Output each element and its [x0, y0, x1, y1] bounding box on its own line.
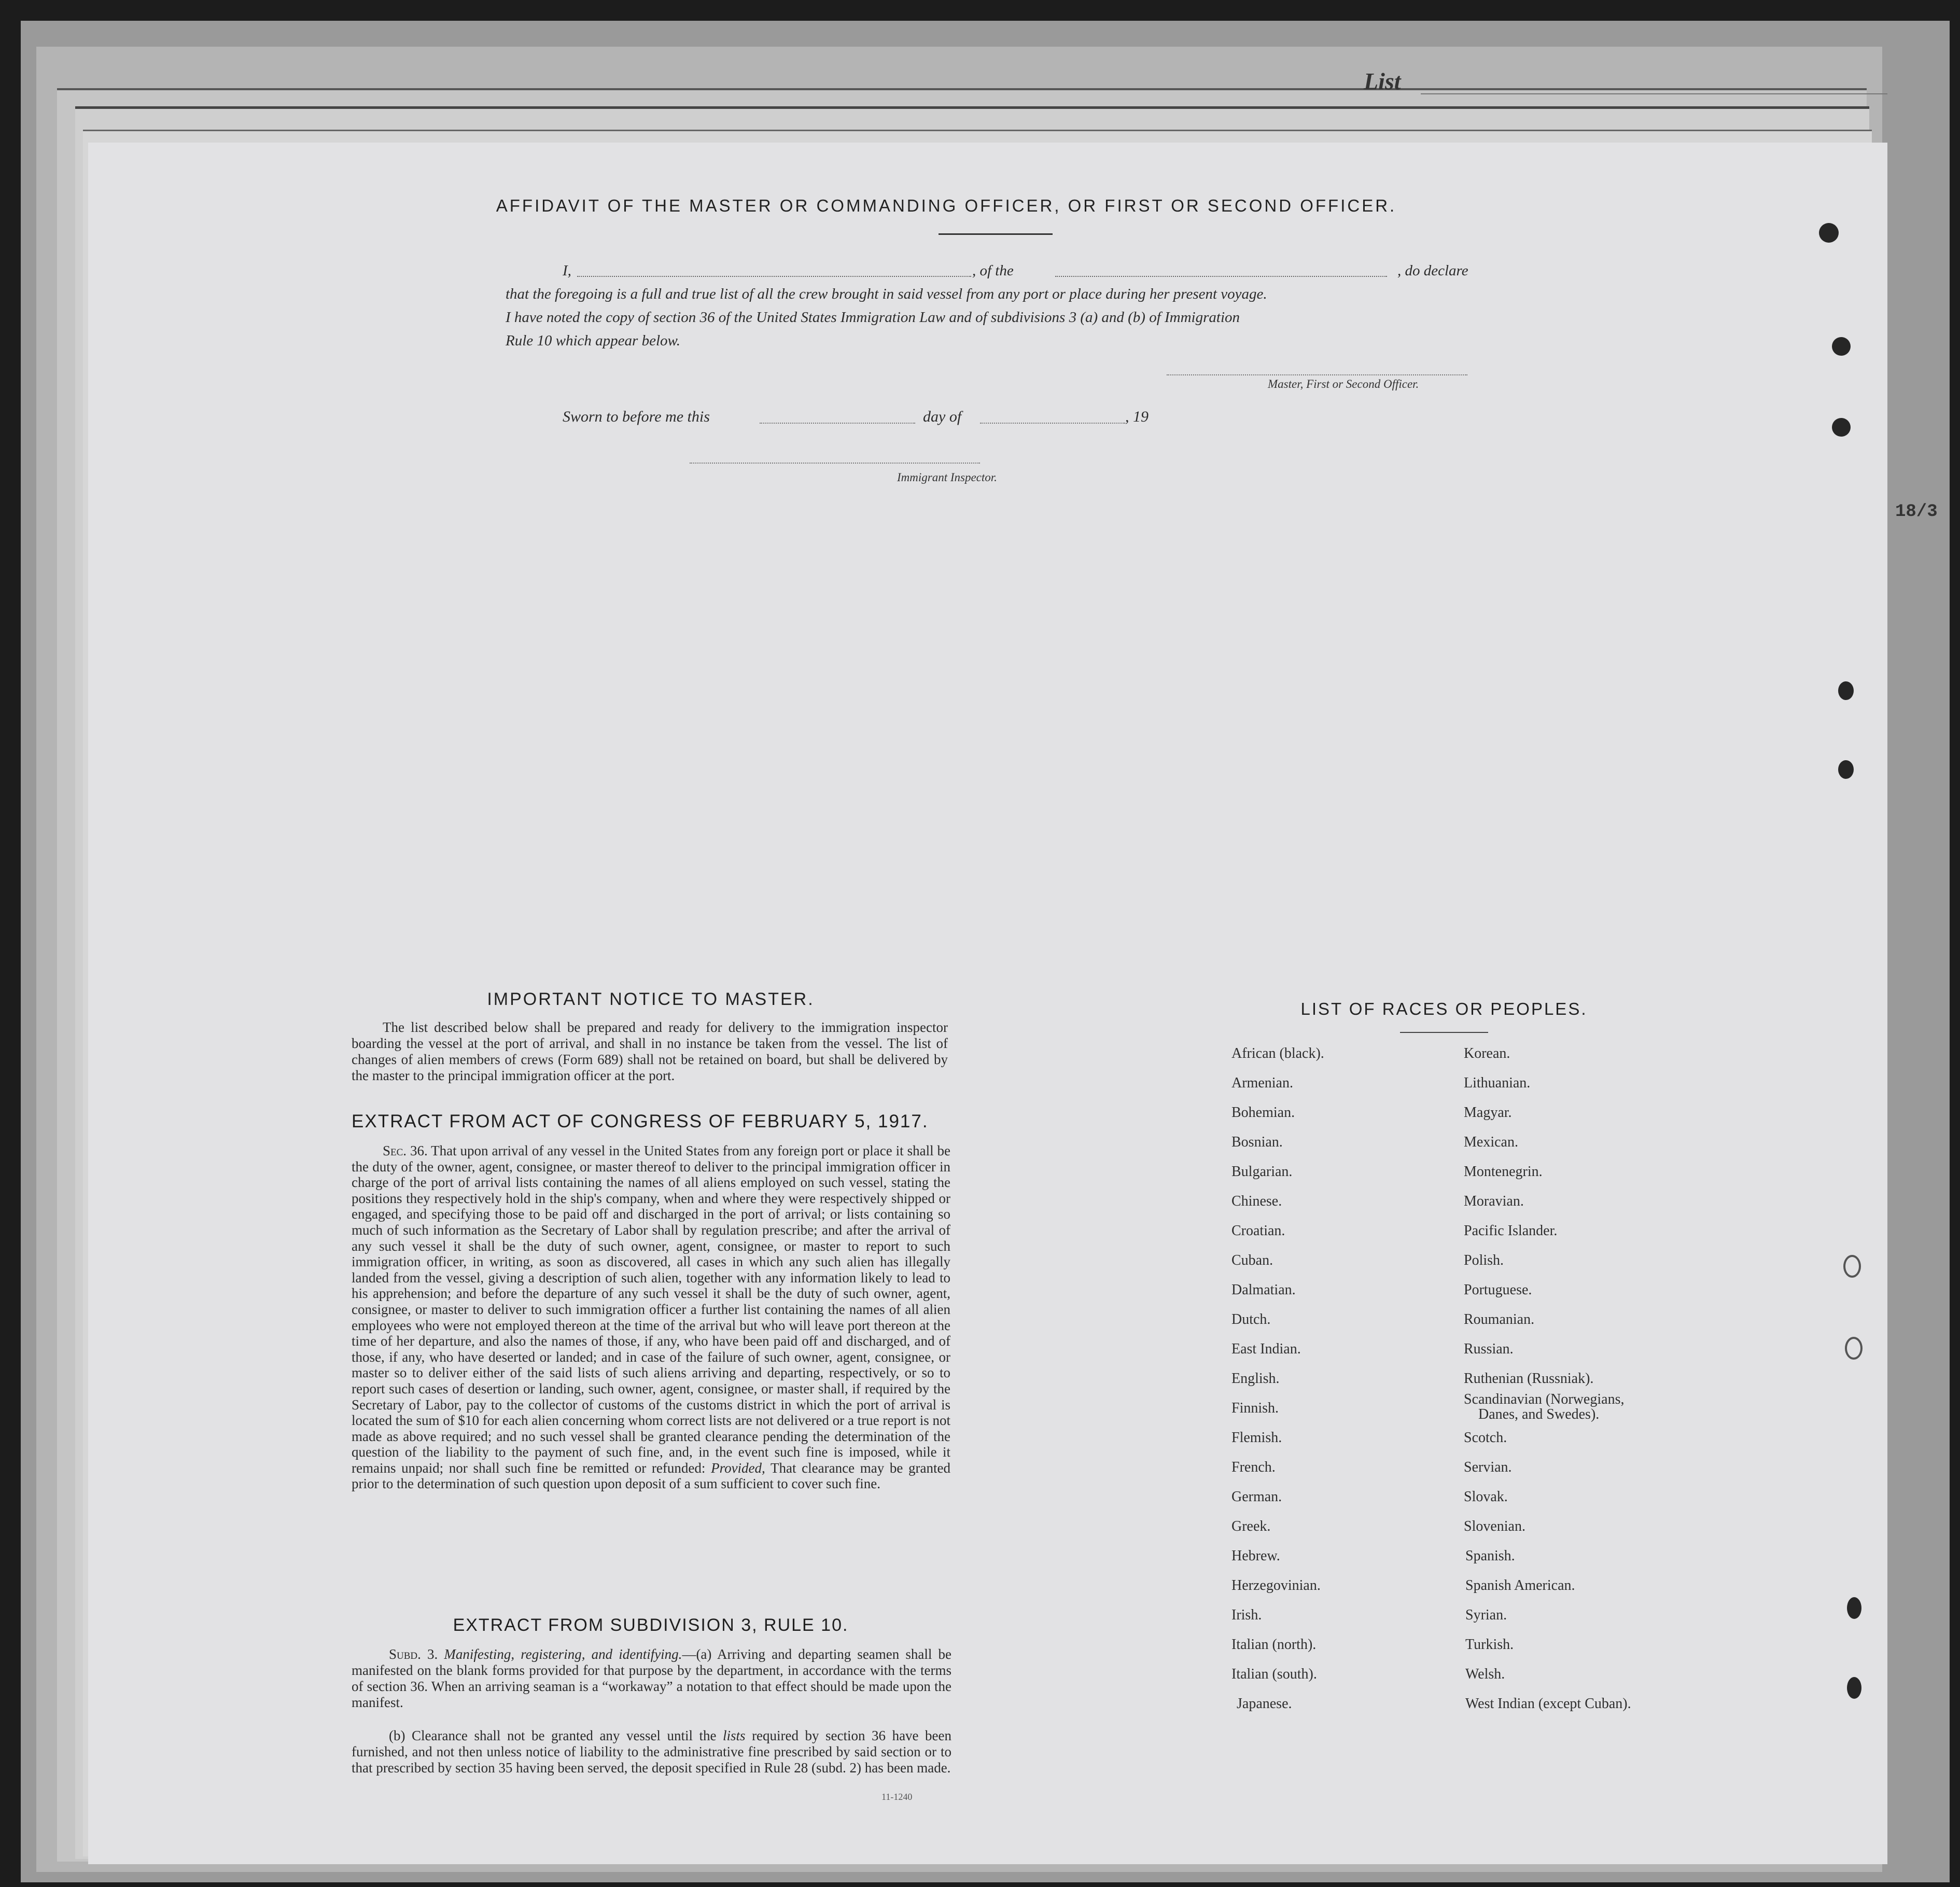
inspector-label: Immigrant Inspector. — [897, 471, 997, 484]
race-item: Korean. — [1464, 1045, 1510, 1061]
race-item: Mexican. — [1464, 1134, 1518, 1150]
race-item: Scandinavian (Norwegians, Danes, and Swedes). — [1464, 1391, 1625, 1422]
act-heading: EXTRACT FROM ACT OF CONGRESS OF FEBRUARY 5, 1917. — [352, 1111, 929, 1131]
punch-hole — [1843, 1255, 1861, 1278]
affidavit-title: AFFIDAVIT OF THE MASTER OR COMMANDING OFFICER, OR FIRST OR SECOND OFFICER. — [496, 196, 1397, 215]
affidavit-text — [506, 259, 1501, 353]
race-item: Herzegovinian. — [1231, 1577, 1321, 1594]
affidavit-i: I, — [563, 262, 571, 279]
race-item: Hebrew. — [1231, 1548, 1280, 1564]
race-item: Turkish. — [1465, 1637, 1514, 1653]
race-item: Dalmatian. — [1231, 1282, 1296, 1298]
race-item: Slovak. — [1464, 1489, 1508, 1505]
punch-hole — [1838, 681, 1854, 700]
race-item: Montenegrin. — [1464, 1164, 1543, 1180]
subd-label: Subd. 3. — [389, 1646, 438, 1662]
race-item: African (black). — [1231, 1045, 1324, 1061]
subd-para-b-start: (b) Clearance shall not be granted any vessel until the — [389, 1728, 717, 1743]
sworn-day-field[interactable] — [760, 423, 915, 424]
subd-para-b-end: required by section 36 have been furnished, and not then unless notice of liability to the administrative fine prescribed by said section or to that prescribed by section 35 having been served, the deposit specified in Rule 28 (subd. 2) has been made. — [352, 1728, 952, 1776]
race-item: Irish. — [1231, 1607, 1262, 1623]
master-signature-field[interactable] — [1167, 374, 1467, 375]
subdivision-para-b — [352, 1728, 951, 1776]
race-item: Dutch. — [1231, 1311, 1271, 1327]
race-item: Welsh. — [1465, 1666, 1505, 1682]
day-of-label: day of — [923, 408, 962, 425]
list-label: List — [1364, 68, 1401, 94]
punch-hole — [1819, 223, 1839, 243]
notice-text: The list described below shall be prepared and ready for delivery to the immigration inspector boarding the vessel at the port of arrival, and shall in no instance be taken from the vessel. The list of changes of alien members of crews (Form 689) shall not be retained on board, but shall be delivered by the master to the principal immigration officer at the port. — [352, 1019, 948, 1083]
subd-para-b-lists: lists — [723, 1728, 746, 1743]
subdivision-para-a — [352, 1646, 951, 1711]
year-prefix: , 19 — [1125, 408, 1149, 425]
race-item: Greek. — [1231, 1518, 1271, 1534]
race-item: Flemish. — [1231, 1430, 1282, 1446]
punch-hole — [1847, 1597, 1861, 1619]
name-field[interactable] — [577, 276, 971, 277]
subd-para-a-text: —(a) Arriving and departing seamen shall be manifested on the blank forms provided for that purpose by the department, in accordance with the terms of section 36. When an arriving seaman is a “workaway” a notation to that effect should be made upon the manifest. — [352, 1646, 951, 1710]
affidavit-line-2: that the foregoing is a full and true list of all the crew brought in said vessel from any port or place during her present voyage. — [506, 286, 1267, 302]
notice-heading: IMPORTANT NOTICE TO MASTER. — [487, 989, 815, 1009]
races-rule — [1400, 1032, 1488, 1033]
race-item: French. — [1231, 1459, 1276, 1475]
race-item: Scotch. — [1464, 1430, 1507, 1446]
race-item: Cuban. — [1231, 1252, 1273, 1268]
punch-hole — [1845, 1337, 1863, 1360]
race-item: Chinese. — [1231, 1193, 1282, 1209]
race-item: Bosnian. — [1231, 1134, 1283, 1150]
subdivision-heading: EXTRACT FROM SUBDIVISION 3, RULE 10. — [453, 1615, 849, 1635]
affidavit-do-declare: , do declare — [1397, 262, 1468, 279]
section-label: Sec. 36. — [383, 1143, 428, 1158]
act-body: That upon arrival of any vessel in the United States from any foreign port or place it shall be the duty of the owner, agent, consignee, or master thereof to deliver to the principal immigration officer in charge of the port of arrival lists containing the names of all aliens employed on such vessel, stating the positions they respectively hold in the ship's company, when and where they were respectively shipped or engaged, and specifying those to be paid off and discharged in the port of arrival; or lists containing so much of such information as the Secretary of Labor shall by regulation prescribe; and after the arrival of any such vessel it shall be the duty of such owner, agent, consignee, or master to report to such immigration officer, in writing, as soon as discovered, all cases in which any such alien has illegally landed from the vessel, giving a description of such alien, together with any information likely to lead to his apprehension; and before the departure of any such vessel it shall be the duty of such owner, agent, consignee, or master to deliver to such immigration officer a further list containing the names of all alien employees who were not employed thereon at the time of the arrival but who will leave port thereon at the time of her departure, and also the names of those, if any, who have been paid off and discharged, and of those, if any, who have deserted or landed; and in case of the failure of such owner, agent, consignee, or master so to deliver either of the said lists of such aliens arriving and departing, respectively, or so to report such cases of desertion or landing, such owner, agent, consignee, or master shall, if required by the Secretary of Labor, pay to the collector of customs of the customs district in which the port of arrival is located the sum of $10 for each alien concerning whom correct lists are not delivered or a true report is not made as above required; and no such vessel shall be granted clearance pending the determination of the question of the liability to the payment of such fine, and, in the event such fine is imposed, while it remains unpaid; nor shall such fine be remitted or refunded: — [352, 1143, 950, 1476]
punch-hole — [1847, 1677, 1861, 1699]
race-item: Servian. — [1464, 1459, 1512, 1475]
form-code: 11-1240 — [881, 1792, 913, 1802]
race-item: Croatian. — [1231, 1223, 1285, 1239]
race-item: Italian (north). — [1231, 1637, 1317, 1653]
race-item: Spanish American. — [1465, 1577, 1575, 1594]
sworn-text: Sworn to before me this — [563, 408, 710, 425]
race-item: East Indian. — [1231, 1341, 1301, 1357]
act-text — [352, 1143, 950, 1492]
race-item: Magyar. — [1464, 1105, 1512, 1121]
race-item: Ruthenian (Russniak). — [1464, 1371, 1594, 1387]
race-item: West Indian (except Cuban). — [1465, 1696, 1631, 1712]
affidavit-line-4: Rule 10 which appear below. — [506, 332, 680, 349]
act-body-end: That clearance may be granted prior to the determination of such question upon deposit of a sum sufficient to cover such fine. — [352, 1460, 951, 1492]
race-item: Polish. — [1464, 1252, 1504, 1268]
race-item: Portuguese. — [1464, 1282, 1532, 1298]
vessel-field[interactable] — [1055, 276, 1387, 277]
race-item: English. — [1231, 1371, 1280, 1387]
subd-title: Manifesting, registering, and identifying. — [444, 1646, 682, 1662]
race-item: Italian (south). — [1231, 1666, 1317, 1682]
affidavit-line-3: I have noted the copy of section 36 of the United States Immigration Law and of subdivisions 3 (a) and (b) of Immigration — [506, 309, 1240, 326]
race-item: Roumanian. — [1464, 1311, 1535, 1327]
race-item: Armenian. — [1231, 1075, 1293, 1091]
inspector-signature-field[interactable] — [690, 463, 980, 464]
punch-hole — [1838, 760, 1854, 779]
race-item: Moravian. — [1464, 1193, 1524, 1209]
race-item: Syrian. — [1465, 1607, 1507, 1623]
race-item: Bohemian. — [1231, 1105, 1295, 1121]
race-item: Spanish. — [1465, 1548, 1515, 1564]
races-heading: LIST OF RACES OR PEOPLES. — [1300, 999, 1588, 1018]
race-item: Bulgarian. — [1231, 1164, 1293, 1180]
affidavit-of-the: , of the — [972, 262, 1014, 279]
race-item: Finnish. — [1231, 1400, 1279, 1416]
title-rule — [939, 233, 1053, 235]
list-rule — [1421, 93, 1887, 94]
edge-number: 18/3 — [1895, 502, 1938, 522]
race-item: Lithuanian. — [1464, 1075, 1531, 1091]
punch-hole — [1832, 337, 1851, 356]
sworn-month-field[interactable] — [980, 423, 1125, 424]
punch-hole — [1832, 418, 1851, 437]
master-signature-label: Master, First or Second Officer. — [1268, 378, 1419, 390]
race-item: Slovenian. — [1464, 1518, 1525, 1534]
race-item: Pacific Islander. — [1464, 1223, 1558, 1239]
race-item: Russian. — [1464, 1341, 1514, 1357]
race-item: Japanese. — [1237, 1696, 1292, 1712]
race-item: German. — [1231, 1489, 1282, 1505]
act-provided: Provided, — [711, 1460, 765, 1476]
